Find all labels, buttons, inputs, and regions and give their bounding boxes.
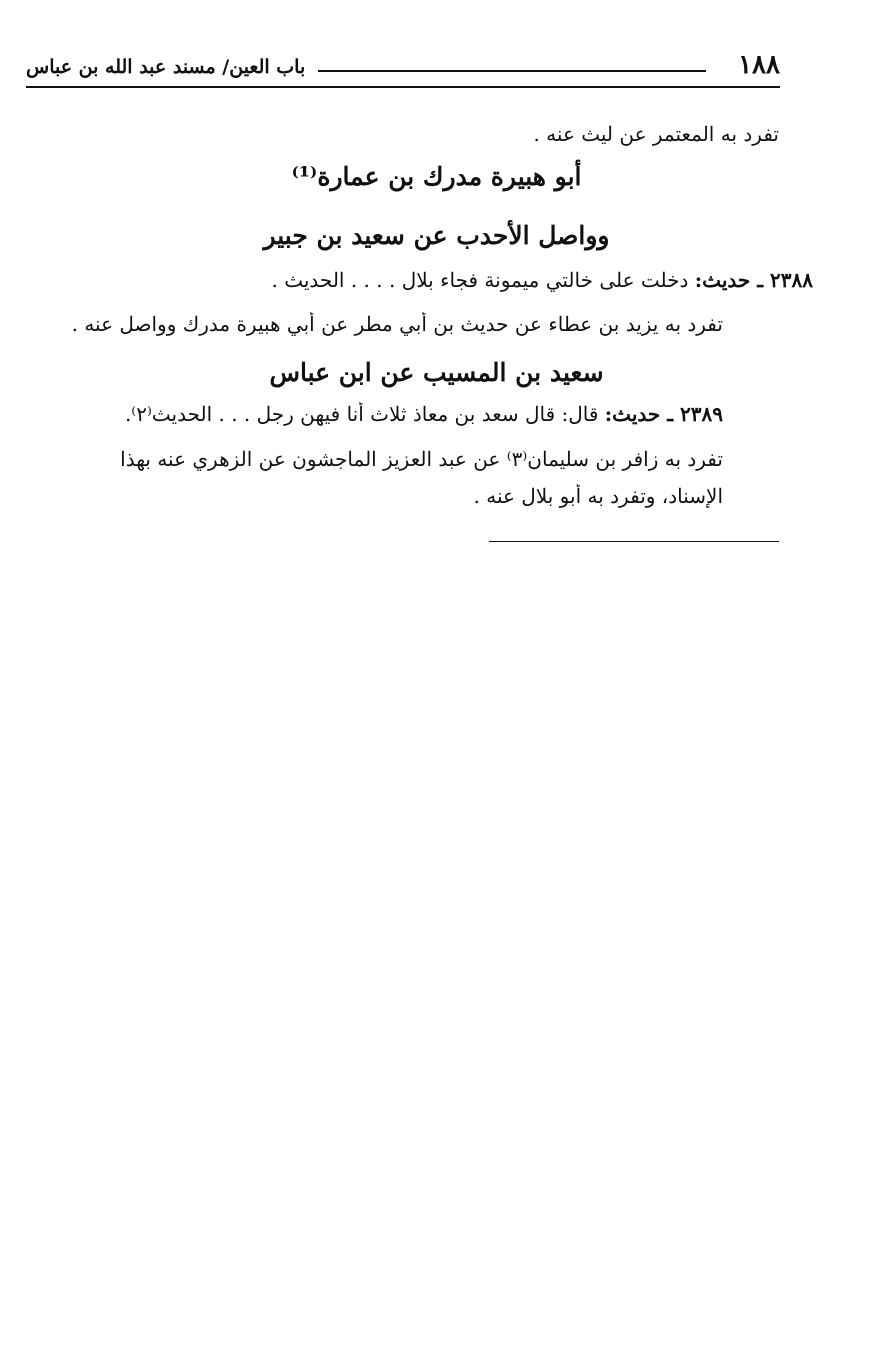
body-line-7: تفرد به زافر بن سليمان⁽٣⁾ عن عبد العزيز الماجشون عن الزهري عنه بهذا: [120, 447, 723, 471]
header-dash-line: [318, 70, 706, 72]
footnote-separator: [489, 541, 779, 542]
body-line-4: تفرد به يزيد بن عطاء عن حديث بن أبي مطر عن أبي هبيرة مدرك وواصل عنه .: [71, 312, 723, 336]
hadith-2388: [40, 268, 813, 292]
hadith-2389-text: قال: قال سعد بن معاذ ثلاث أنا فيهن رجل . . . الحديث⁽٢⁾.: [124, 402, 599, 426]
section-heading-2: وواصل الأحدب عن سعيد بن جبير: [263, 221, 610, 250]
hadith-2389-number: ٢٣٨٩ ـ حديث:: [604, 402, 723, 426]
hadith-2388-text: دخلت على خالتي ميمونة فجاء بلال . . . . الحديث .: [271, 268, 689, 292]
body-line-8: الإسناد، وتفرد به أبو بلال عنه .: [473, 484, 723, 508]
hadith-2389: [40, 402, 723, 426]
running-title: باب العين/ مسند عبد الله بن عباس: [26, 56, 306, 78]
page-number: ١٨٨: [738, 50, 780, 80]
section-heading-1: أبو هبيرة مدرك بن عمارة⁽¹⁾: [291, 162, 582, 191]
page-header: [26, 48, 780, 92]
section-heading-3: سعيد بن المسيب عن ابن عباس: [269, 358, 604, 387]
body-line-1: تفرد به المعتمر عن ليث عنه .: [533, 122, 779, 146]
header-rule: [26, 86, 780, 88]
hadith-2388-number: ٢٣٨٨ ـ حديث:: [694, 268, 813, 292]
